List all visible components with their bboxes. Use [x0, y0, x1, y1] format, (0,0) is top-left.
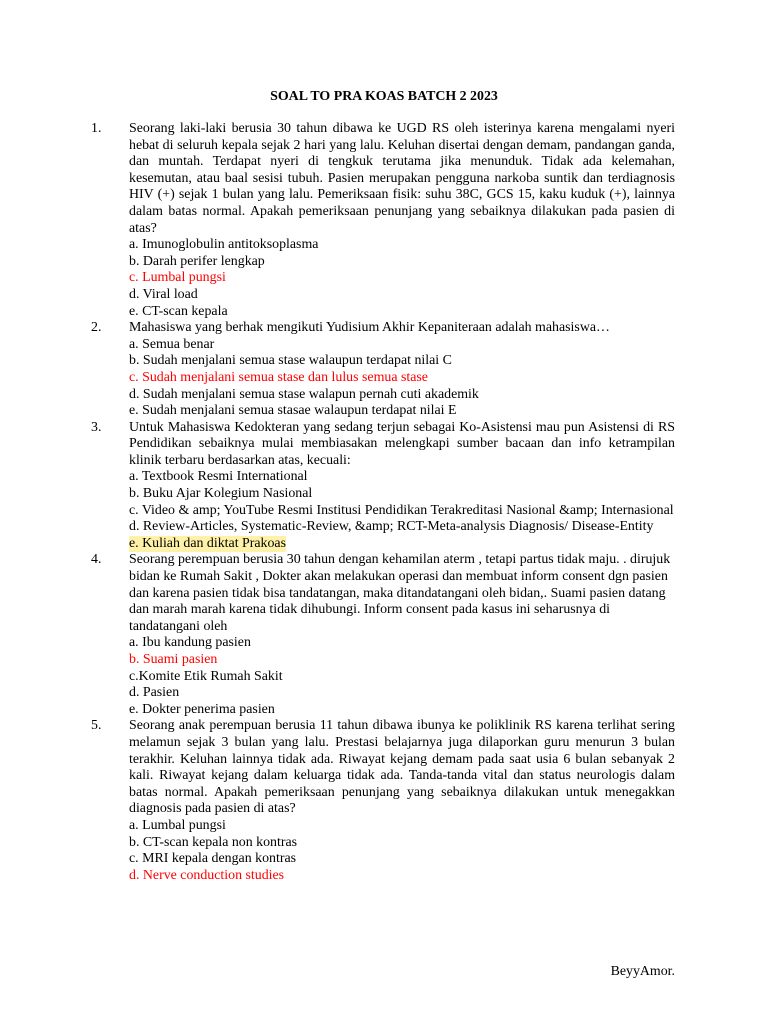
question-number: 4. — [91, 552, 102, 568]
option-b-correct: b. Suami pasien — [129, 652, 218, 667]
question-2 — [91, 320, 675, 420]
option-e: e. Dokter penerima pasien — [129, 701, 275, 717]
author-signature: BeyyAmor. — [610, 964, 675, 979]
option-d-correct: d. Nerve conduction studies — [129, 867, 285, 883]
option-e: e. Sudah menjalani semua stasae walaupun terdapat nilai E — [129, 403, 457, 419]
question-text: Mahasiswa yang berhak mengikuti Yudisium Akhir Kepaniteraan adalah mahasiswa… — [129, 320, 610, 336]
option-e-highlighted: e. Kuliah dan diktat Prakoas — [129, 535, 287, 551]
question-body — [129, 552, 675, 718]
document-title: SOAL TO PRA KOAS BATCH 2 2023 — [270, 89, 498, 104]
question-text: Seorang laki-laki berusia 30 tahun dibawa ke UGD RS oleh isterinya karena mengalami nyeri hebat di seluruh kepala sejak 2 hari yang lalu. Keluhan disertai dengan demam, pandangan ganda, dan muntah. Terdapat nyeri di tengkuk terutama jika menunduk. Tidak ada kelemahan, kesemutan, atau baal sesisi tubuh. Pasien merupakan pengguna narkoba suntik dan terdiagnosis HIV (+) sejak 1 bulan yang lalu. Pemeriksaan fisik: suhu 38C, GCS 15, kaku kuduk (+), lainnya dalam batas normal. Apakah pemeriksaan penunjang yang sebaiknya dilakukan pada pasien di atas? — [129, 121, 675, 236]
option-a: a. Ibu kandung pasien — [129, 635, 251, 651]
option-b: b. CT-scan kepala non kontras — [129, 834, 298, 850]
question-text: Seorang anak perempuan berusia 11 tahun dibawa ibunya ke poliklinik RS karena terlihat sering melamun sejak 3 bulan yang lalu. Prestasi belajarnya juga dilaporkan guru menurun 3 bulan terakhir. Keluhan lainnya tidak ada. Riwayat kejang demam pada saat usia 6 bulan sebanyak 2 kali. Riwayat kejang dalam keluarga tidak ada. Tanda-tanda vital dan status neurologis dalam batas normal. Apakah pemeriksaan penunjang yang sebaiknya dilakukan untuk menegakkan diagnosis pada pasien di atas? — [129, 718, 675, 817]
question-body — [129, 718, 675, 884]
option-d: d. Pasien — [129, 685, 180, 701]
question-number: 1. — [91, 121, 102, 136]
option-b: b. Buku Ajar Kolegium Nasional — [129, 486, 313, 502]
question-3 — [91, 420, 675, 553]
question-4 — [91, 552, 675, 718]
option-d: d. Review-Articles, Systematic-Review, &amp; RCT-Meta-analysis Diagnosis/ Disease-Entity — [129, 519, 654, 535]
option-d: d. Viral load — [129, 286, 198, 302]
option-a: a. Semua benar — [129, 336, 215, 352]
option-a: a. Imunoglobulin antitoksoplasma — [129, 237, 319, 253]
option-b: b. Darah perifer lengkap — [129, 253, 265, 269]
question-5 — [91, 718, 675, 884]
question-list — [91, 121, 675, 884]
question-text: Seorang perempuan berusia 30 tahun dengan kehamilan aterm , tetapi partus tidak maju. . dirujuk bidan ke Rumah Sakit , Dokter akan melakukan operasi dan membuat inform consent dgn pasien dan karena pasien tidak bisa tandatangan, maka ditandatangani oleh bidan,. Suami pasien datang dan marah marah karena tidak dihubungi. Inform consent pada kasus ini seharusnya di tandatangani oleh — [129, 552, 671, 634]
question-number: 3. — [91, 419, 102, 435]
question-body — [129, 420, 675, 553]
question-1 — [91, 121, 675, 320]
option-c: c.Komite Etik Rumah Sakit — [129, 668, 283, 684]
question-body — [129, 320, 675, 420]
question-body — [129, 121, 675, 320]
question-number: 5. — [91, 718, 102, 734]
option-a: a. Textbook Resmi International — [129, 469, 308, 485]
option-b: b. Sudah menjalani semua stase walaupun terdapat nilai C — [129, 353, 452, 369]
option-c-correct: c. Sudah menjalani semua stase dan lulus semua stase — [129, 369, 428, 385]
option-a: a. Lumbal pungsi — [129, 817, 226, 833]
option-c-correct: c. Lumbal pungsi — [129, 270, 226, 286]
option-d: d. Sudah menjalani semua stase walapun pernah cuti akademik — [129, 386, 479, 402]
question-text: Untuk Mahasiswa Kedokteran yang sedang terjun sebagai Ko-Asistensi mau pun Asistensi di RS Pendidikan sebaiknya mulai membiasakan melengkapi sumber bacaan dan info ketrampilan klinik terbaru berdasarkan atas, kecuali: — [129, 419, 675, 468]
option-e: e. CT-scan kepala — [129, 303, 228, 319]
question-number: 2. — [91, 320, 102, 336]
option-c: c. Video & amp; YouTube Resmi Institusi Pendidikan Terakreditasi Nasional &amp; Internasional — [129, 502, 674, 518]
option-c: c. MRI kepala dengan kontras — [129, 851, 297, 867]
